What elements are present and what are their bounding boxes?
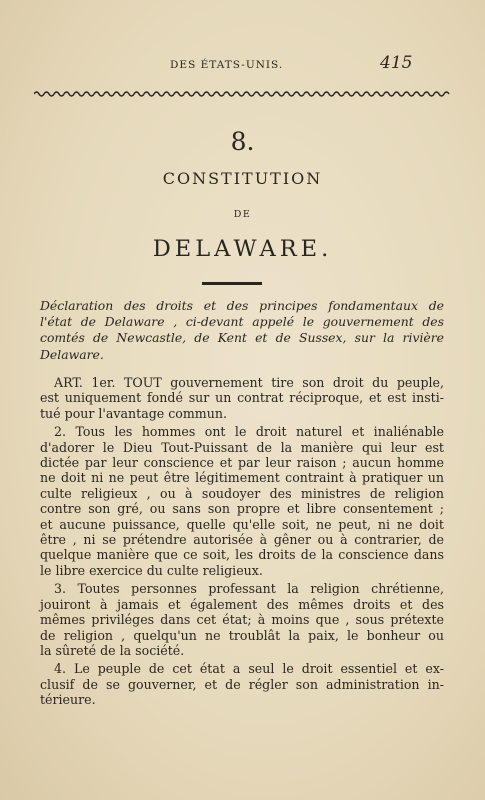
text-line: jouiront à jamais et également des mêmes droits et des [40,596,444,612]
text-line: tué pour l'avantage commun. [40,405,227,421]
article-body [40,375,444,708]
text-line: le libre exercice du culte religieux. [40,562,263,578]
text-line: mêmes priviléges dans cet état; à moins que , sous prétexte [40,612,444,628]
chapter-number: 8. [230,127,255,156]
text-line: ART. 1er. TOUT gouvernement tire son droit du peuple, [54,375,444,390]
chapter-title: CONSTITUTION [162,169,323,188]
subtitle-line: Delaware. [40,346,104,362]
text-line: et aucune puissance, quelle qu'elle soit, ne peut, ni ne doit [40,516,444,532]
text-line: ne doit ni ne peut être légitimement contraint à pratiquer un [40,470,444,486]
page-number: 415 [380,53,413,73]
chapter-state-name: DELAWARE. [152,236,333,262]
article-2 [40,424,444,578]
text-line: quelque manière que ce soit, les droits de la conscience dans [40,547,444,563]
text-line: contre son gré, ou sans son propre et libre consentement ; [40,501,444,517]
text-line: d'adorer le Dieu Tout-Puissant de la manière qui leur est [40,439,444,455]
text-line: être , ni se prétendre autorisée à gêner ou à contrarier, de [40,532,444,548]
text-line: culte religieux , ou à soudoyer des ministres de religion [40,485,444,501]
text-line: de religion , quelqu'un ne troublât la paix, le bonheur ou [40,627,444,643]
subtitle-line: Déclaration des droits et des principes fondamentaux de [40,298,444,313]
text-line: clusif de se gouverner, et de régler son administration in- [40,676,444,692]
text-line: la sûreté de la société. [40,642,185,658]
running-head: DES ÉTATS-UNIS. [170,59,284,71]
article-1 [40,375,444,421]
ornamental-rule [34,89,452,99]
declaration-subtitle [40,298,444,363]
title-rule [202,282,262,285]
chapter-preposition: DE [233,209,252,220]
text-line: est uniquement fondé sur un contrat réciproque, et est insti- [40,390,444,406]
text-line: 2. Tous les hommes ont le droit naturel et inaliénable [54,424,444,440]
text-line: térieure. [40,692,96,708]
text-line: dictée par leur conscience et par leur raison ; aucun homme [40,455,444,471]
text-line: 3. Toutes personnes professant la religion chrétienne, [54,581,444,597]
article-4 [40,661,444,707]
subtitle-line: l'état de Delaware , ci-devant appelé le gouvernement des [40,314,444,330]
text-line: 4. Le peuple de cet état a seul le droit essentiel et ex- [54,661,444,677]
article-3 [40,581,444,658]
subtitle-line: comtés de Newcastle, de Kent et de Sussex, sur la rivière [40,330,444,346]
